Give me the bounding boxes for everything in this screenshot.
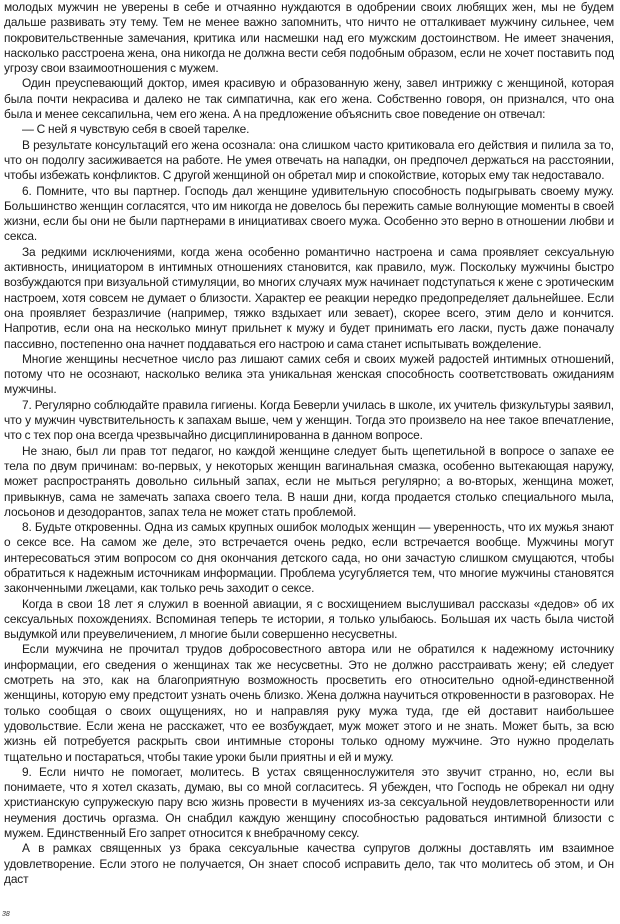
paragraph: Один преуспевающий доктор, имея красивую и образованную жену, завел интрижку с женщиной, которая была почти некрасива и далеко не так симпатична, как его жена. Собственно говоря, он признался, что она была и менее сексапильна, чем его жена. А на предложение объяснить свое поведение он отвечал: — [4, 76, 614, 122]
paragraph: За редкими исключениями, когда жена особенно романтично настроена и сама проявляет сексуальную активность, инициатором в интимных отношениях становится, как правило, муж. Поскольку мужчины быстро возбуждаются при визуальной стимуляции, во многих случаях муж начинает подступаться к жене с эротическим настроем, хотя совсем не думает о близости. Характер ее реакции нередко предопределяет дальнейшее. Если она проявляет безразличие (например, тяжко вздыхает или зевает), скорее всего, этим дело и кончится. Напротив, если она на несколько минут прильнет к мужу и будет принимать его ласки, пусть даже поначалу пассивно, постепенно она начнет поддаваться его настрою и сама станет испытывать вожделение. — [4, 244, 614, 351]
paragraph: А в рамках священных уз брака сексуальные качества супругов должны доставлять им взаимное удовлетворение. Если этого не получается, Он знает способ исправить дело, так что молитесь об этом, и Он даст — [4, 841, 614, 886]
paragraph: молодых мужчин не уверены в себе и отчаянно нуждаются в одобрении своих любящих жен, мы не будем дальше развивать эту тему. Тем не менее важно запомнить, что ничто не отталкивает мужчину сильнее, чем покровительственные замечания, критика или насмешки над его мужским достоинством. Не имеет значения, насколько расстроена жена, она никогда не должна вести себя подобным образом, если не хочет поставить под угрозу свои взаимоотношения с мужем. — [4, 0, 614, 76]
paragraph: Когда в свои 18 лет я служил в военной авиации, я с восхищением выслушивал рассказы «дедов» об их сексуальных похождениях. Вспоминая теперь те истории, я только улыбаюсь. Большая их часть была чистой выдумкой или преувеличением, л многие были совершенно несусветны. — [4, 596, 614, 642]
paragraph: 7. Регулярно соблюдайте правила гигиены. Когда Беверли училась в школе, их учитель физкультуры заявил, что у мужчин чувствительность к запахам выше, чем у женщин. Тогда это произвело на нее такое впечатление, что с тех пор она всегда чрезвычайно дисциплинированна в данном вопросе. — [4, 397, 614, 443]
paragraph: Не знаю, был ли прав тот педагог, но каждой женщине следует быть щепетильной в вопросе о запахе ее тела по двум причинам: во-первых, у некоторых женщин вагинальная смазка, особенно вытекающая наружу, может распространять довольно сильный запах, если не мыться регулярно; а во-вторых, женщина может, привыкнув, сама не замечать запаха своего тела. В наши дни, когда продается столько специального мыла, лосьонов и дезодорантов, запах тела не может стать проблемой. — [4, 443, 614, 519]
paragraph: — С ней я чувствую себя в своей тарелке. — [22, 122, 250, 137]
paragraph: В результате консультаций его жена осознала: она слишком часто критиковала его действия и пилила за то, что он подолгу засиживается на работе. Не умея отвечать на нападки, он предпочел держаться на расстоянии, чтобы избежать конфликтов. С другой женщиной он обретал мир и спокойствие, которых ему так недоставало. — [4, 137, 614, 183]
body-text — [4, 0, 614, 887]
paragraph: 8. Будьте откровенны. Одна из самых крупных ошибок молодых женщин — уверенность, что их мужья знают о сексе все. На самом же деле, это встречается очень редко, если встречается вообще. Мужчины могут интересоваться этим вопросом со дня окончания детского сада, но они зачастую слишком смущаются, чтобы обратиться к надежным источникам информации. Проблема усугубляется тем, что многие мужчины становятся законченными лжецами, как только речь заходит о сексе. — [4, 520, 614, 596]
paragraph: 9. Если ничто не помогает, молитесь. В устах священнослужителя это звучит странно, но, если вы понимаете, что я хотел сказать, думаю, вы со мной согласитесь. Я убежден, что Господь не обрекал ни одну христианскую супружескую пару всю жизнь провести в мучениях из-за сексуальной неудовлетворенности или неумения достичь оргазма. Он снабдил каждую женщину способностью радоваться интимной близости с мужем. Единственный Его запрет относится к внебрачному сексу. — [4, 764, 614, 841]
page-number: 38 — [2, 911, 10, 918]
paragraph: Если мужчина не прочитал трудов добросовестного автора или не обратился к надежному источнику информации, его сведения о женщинах так же несусветны. Это не должно расстраивать жену; ей следует смотреть на это, как на благоприятную возможность просветить его относительно одной-единственной женщины, которую ему предстоит узнать очень близко. Жена должна научиться откровенности в разговорах. Не только сообщая о своих ощущениях, но и направляя руку мужа туда, где ей доставит наибольшее удовольствие. Если жена не расскажет, что ее возбуждает, муж может этого и не знать. Может быть, за всю жизнь ей потребуется раскрыть свои интимные стороны только одному мужчине. Это нужно проделать тщательно и постараться, чтобы такие уроки были приятны и ей и мужу. — [4, 642, 614, 764]
paragraph: Многие женщины несчетное число раз лишают самих себя и своих мужей радостей интимных отношений, потому что не осознают, насколько велика эта уникальная женская способность соответствовать ожиданиям мужчины. — [4, 351, 614, 397]
paragraph: 6. Помните, что вы партнер. Господь дал женщине удивительную способность подыгрывать своему мужу. Большинство женщин согласятся, что им никогда не довелось бы пережить самые волнующие моменты в своей жизни, если бы они не были партнерами в инициативах своего мужа. Особенно это верно в отношении любви и секса. — [4, 183, 614, 244]
